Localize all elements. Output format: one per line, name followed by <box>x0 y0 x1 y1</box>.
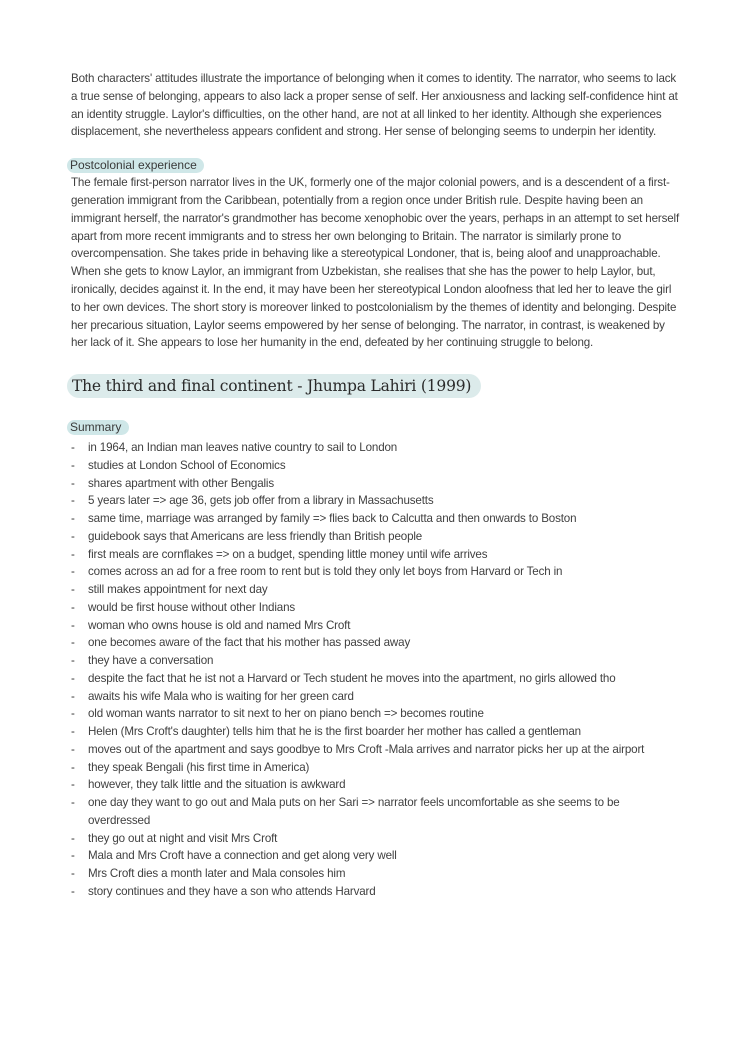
bullet-dash: - <box>71 636 75 650</box>
list-item <box>71 528 681 546</box>
bullet-dash: - <box>71 884 75 898</box>
list-item-text: moves out of the apartment and says goodbye to Mrs Croft -Mala arrives and narrator picks her up at the airport <box>88 742 645 756</box>
list-item-text: they have a conversation <box>88 654 214 668</box>
list-item-text: Mrs Croft dies a month later and Mala consoles him <box>88 867 346 881</box>
bullet-dash: - <box>71 476 75 490</box>
list-item-text: despite the fact that he ist not a Harvard or Tech student he moves into the apartment, no girls allowed tho <box>88 671 616 685</box>
bullet-dash: - <box>71 654 75 668</box>
bullet-dash: - <box>71 725 75 739</box>
list-item-text: they go out at night and visit Mrs Croft <box>88 831 278 845</box>
summary-list <box>71 439 681 901</box>
bullet-dash: - <box>71 512 75 526</box>
list-item-text: woman who owns house is old and named Mrs Croft <box>88 618 351 632</box>
bullet-dash: - <box>71 529 75 543</box>
postcolonial-heading: Postcolonial experience <box>67 158 204 173</box>
bullet-dash: - <box>71 618 75 632</box>
list-item-text: however, they talk little and the situation is awkward <box>88 778 346 792</box>
bullet-dash: - <box>71 671 75 685</box>
list-item <box>71 776 681 794</box>
list-item-text: one becomes aware of the fact that his mother has passed away <box>88 636 411 650</box>
list-item-text: first meals are cornflakes => on a budget, spending little money until wife arrives <box>88 547 488 561</box>
list-item <box>71 457 681 475</box>
bullet-dash: - <box>71 867 75 881</box>
list-item <box>71 634 681 652</box>
intro-paragraph: Both characters' attitudes illustrate the importance of belonging when it comes to identity. The narrator, who seems to lack a true sense of belonging, appears to also lack a proper sense of self. Her anxiousness and lacking self-confidence hint at an identity struggle. Laylor's difficulties, on the other hand, are not at all linked to her identity. Although she experiences displacement, she nevertheless appears confident and strong. Her sense of belonging seems to underpin her identity. <box>71 72 678 139</box>
list-item-text: Mala and Mrs Croft have a connection and get along very well <box>88 849 397 863</box>
list-item <box>71 759 681 777</box>
bullet-dash: - <box>71 689 75 703</box>
document-page <box>71 70 681 901</box>
bullet-dash: - <box>71 707 75 721</box>
list-item-text: story continues and they have a son who attends Harvard <box>88 884 376 898</box>
list-item <box>71 883 681 901</box>
list-item-text: still makes appointment for next day <box>88 583 268 597</box>
list-item <box>71 830 681 848</box>
postcolonial-paragraph: The female first-person narrator lives in the UK, formerly one of the major colonial powers, and is a descendent of a first-generation immigrant from the Caribbean, potentially from a region once under British rule. Despite having been an immigrant herself, the narrator's grandmother has become xenophobic over the years, perhaps in an attempt to set herself apart from more recent immigrants and to stress her own belonging to Britain. The narrator is similarly prone to overcompensation. She takes pride in behaving like a stereotypical Londoner, that is, being aloof and unapproachable. When she gets to know Laylor, an immigrant from Uzbekistan, she realises that she has the power to help Laylor, but, ironically, decides against it. In the end, it may have been her stereotypical London aloofness that led her to leave the girl to her own devices. The short story is moreover linked to postcolonialism by the themes of identity and belonging. Despite her precarious situation, Laylor seems empowered by her sense of belonging. The narrator, in contrast, is weakened by her lack of it. She appears to lose her humanity in the end, defeated by her continuing struggle to belong. <box>71 176 680 350</box>
list-item <box>71 563 681 581</box>
list-item <box>71 705 681 723</box>
list-item <box>71 475 681 493</box>
list-item <box>71 847 681 865</box>
list-item <box>71 546 681 564</box>
list-item <box>71 865 681 883</box>
list-item <box>71 599 681 617</box>
summary-label: Summary <box>67 420 129 435</box>
list-item <box>71 617 681 635</box>
list-item-text: Helen (Mrs Croft's daughter) tells him that he is the first boarder her mother has called a gentleman <box>88 725 581 739</box>
list-item <box>71 581 681 599</box>
list-item <box>71 688 681 706</box>
list-item-text: same time, marriage was arranged by family => flies back to Calcutta and then onwards to Boston <box>88 512 577 526</box>
bullet-dash: - <box>71 796 75 810</box>
list-item <box>71 741 681 759</box>
bullet-dash: - <box>71 458 75 472</box>
list-item-text: awaits his wife Mala who is waiting for her green card <box>88 689 354 703</box>
bullet-dash: - <box>71 494 75 508</box>
bullet-dash: - <box>71 600 75 614</box>
bullet-dash: - <box>71 849 75 863</box>
list-item-text: old woman wants narrator to sit next to her on piano bench => becomes routine <box>88 707 484 721</box>
list-item-text: 5 years later => age 36, gets job offer from a library in Massachusetts <box>88 494 434 508</box>
list-item <box>71 670 681 688</box>
bullet-dash: - <box>71 760 75 774</box>
list-item-text: they speak Bengali (his first time in America) <box>88 760 310 774</box>
list-item <box>71 723 681 741</box>
list-item-text: one day they want to go out and Mala puts on her Sari => narrator feels uncomfortable as she seems to be overdressed <box>88 796 620 827</box>
bullet-dash: - <box>71 583 75 597</box>
section-title: The third and final continent - Jhumpa Lahiri (1999) <box>67 374 481 398</box>
list-item <box>71 492 681 510</box>
bullet-dash: - <box>71 565 75 579</box>
bullet-dash: - <box>71 831 75 845</box>
bullet-dash: - <box>71 441 75 455</box>
list-item-text: studies at London School of Economics <box>88 458 286 472</box>
bullet-dash: - <box>71 742 75 756</box>
list-item-text: guidebook says that Americans are less friendly than British people <box>88 529 423 543</box>
list-item-text: in 1964, an Indian man leaves native country to sail to London <box>88 441 398 455</box>
bullet-dash: - <box>71 778 75 792</box>
list-item-text: would be first house without other Indians <box>88 600 296 614</box>
list-item <box>71 439 681 457</box>
list-item <box>71 510 681 528</box>
list-item-text: shares apartment with other Bengalis <box>88 476 274 490</box>
bullet-dash: - <box>71 547 75 561</box>
list-item-text: comes across an ad for a free room to rent but is told they only let boys from Harvard or Tech in <box>88 565 563 579</box>
list-item <box>71 652 681 670</box>
list-item <box>71 794 681 830</box>
